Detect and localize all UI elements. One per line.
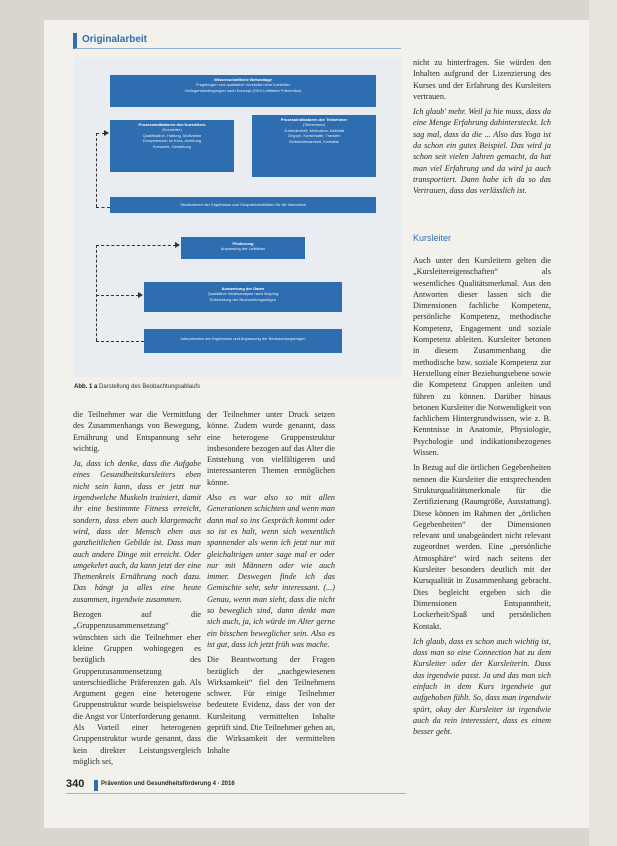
section-heading-kursleiter: Kursleiter — [413, 233, 452, 243]
feedback-arrow-pilot — [175, 242, 180, 248]
feedback-line-upper — [96, 133, 97, 207]
paragraph: die Teilnehmer war die Vermittlung des Zusammenhangs von Bewegung, Ernährung und Entspannung sehr wichtig. — [73, 410, 201, 453]
text-column-3-lower — [413, 255, 551, 737]
diagram-box-analysis: Auswertung der Daten Qualitative Inhaltsanalyse nach Mayring Entwicklung der Beobachtungsbögen — [144, 282, 342, 312]
feedback-stub-interpretation — [96, 341, 144, 342]
feedback-arrow-upper — [104, 130, 109, 136]
section-tag-label: Originalarbeit — [82, 34, 148, 45]
page-number: 340 — [66, 778, 85, 790]
diagram-box-interpretation: Interpretation der Ergebnisse und Anpassung der Beobachtungsbögen — [144, 329, 342, 353]
figure-caption-text: Darstellung des Beobachtungsablaufs — [99, 384, 201, 390]
interview-quote: Ja, dass ich denke, dass die Aufgabe eines Gesundheitskursleiters eben nicht sein kann, dass er jetzt nur irgendwelche Muskeln trainiert, damit ihr eine bestimmte Fitness erreicht, sondern, dass eben auch klargemacht wird, dass der Mensch eben aus ganzheitlichen Gebilde ist. Dass man auch andere Dinge mit erreicht. Oder umgekehrt auch, da kann jetzt der eine Themenkreis Ernährung noch dazu. Das hängt ja alles eine heute zusammen, irgendwie zusammen. — [73, 459, 201, 604]
interview-quote: Ich glaub, dass es schon auch wichtig ist, dass man so eine Connection hat zu dem Kursleiter oder der Kursleiterin. Dass das irgendwie passt. Ja und das man sich einfach in dem Kurs irgendwie gut aufgehoben fühlt. So, dass man irgendwie spürt, okay der Kursleiter ist irgendwie auch da rein interessiert, dass es einem besser geht. — [413, 636, 551, 737]
text-column-3 — [413, 57, 551, 201]
footer-rule — [66, 793, 406, 794]
diagram-box-trainer-indicators: Prozessindikatoren des Kursleiters (Kursleiter) Qualifikation, Haltung, Motivation Kompetenzen im Kurs, Anleitung Kursziele, Gestaltung — [110, 120, 234, 172]
figure-caption-label: Abb. 1 a — [74, 384, 98, 390]
feedback-stub-upper-bottom — [96, 207, 110, 208]
feedback-stub-pilot — [96, 245, 176, 246]
interview-quote: Ich glaub' mehr. Weil ja hie muss, dass da eine Menge Erfahrung dahintersteckt. Ich sag mal, dass da die ... Also das Yoga ist da schon ein gutes Beispiel. Das wird ja schon seit vielen Jahren gemacht, da hat man viel Erfahrung und da wird ja auch transportiert. Dann habe ich da so das Vertrauen, dass das verlässlich ist. — [413, 107, 551, 196]
paragraph: Die Beantwortung der Fragen bezüglich der „nachgewiesenen Wirksamkeit“ fiel den Teilnehmern schwer. Für einige Teilnehmer bedeutete Evidenz, dass der von der Kursleitung vermittelten Inhalte geprüft sind. Die Teilnehmer gehen an, die Wirksamkeit der vermittelten Inhalte — [207, 655, 335, 755]
page-edge — [589, 0, 617, 846]
section-tag — [73, 33, 401, 49]
paragraph: nicht zu hinterfragen. Sie würden den Inhalten aufgrund der Lizenzierung des Kurses und der Erfahrung des Kursleiters vertrauen. — [413, 58, 551, 101]
diagram-box-structuring: Strukturieren der Ergebnisse und Gesprächsleitfäden für die Interviews — [110, 197, 376, 213]
footer-accent-bar — [94, 780, 98, 791]
diagram-box-evidence: Wissenschaftliche Befundlage Fragebogen und qualitative Vorstudie beim Kursleiter Gelingensbedingungen nach Konzept (GKV-Leitfaden Prävention) — [110, 75, 376, 107]
paragraph: In Bezug auf die örtlichen Gegebenheiten nennen die Kursleiter die entsprechenden Strukturqualitätsmerkmale für die Zertifizierung (Raumgröße, Ausstattung). Diese können im Rahmen der „örtlichen Gegebenheiten“ der Dimensionen relevant und unabgeändert nicht relevant zugeordnet werden. Eine „persönliche Atmosphäre“ wird nach seitens der Kursleiter besonders deutlich mit der Kursqualität in Zusammenhang gebracht. Dies begleicht ergeben sich die Dimensionen Entspanntheit, Lockerheit/Spaß und persönlichen Kontakt. — [413, 463, 551, 631]
diagram-box-pilot: Pilotierung Anpassung der Leitfäden — [181, 237, 305, 259]
page-footer — [66, 778, 406, 794]
paragraph: Auch unter den Kursleitern gelten die „Kursleitereigenschaften“ als wesentliches Qualitätsmerkmal. Aus den Antworten dieser lassen sich die Dimensionen fachliche Kompetenz, persönliche Kompetenz, methodische Kompetenz, Engagement und soziale Kompetenz ableiten. Kursleiter betonen in diesem Zusammenhang die methodische bzw. soziale Kompetenz zur Herstellung einer Beziehungsebene sowie die Kompetenz Gruppen anleiten und führen zu können. Darüber hinaus betonen Kursleiter die Notwendigkeit von fachlichem Hintergrundwissen, wie z. B. Kenntnisse in Anatomie, Physiologie, Psychologie und indikationsbezogenes Wissen. — [413, 256, 551, 458]
diagram-box-participant-indicators: Prozessindikatoren der Teilnehmer (Teilnehmer) Zufriedenheit, Motivation, Aktivität Gruppe, Kursinhalte, Transfer Selbstwirksamkeit, Kontakte — [252, 115, 376, 177]
flow-diagram — [74, 57, 402, 377]
text-column-1 — [73, 409, 201, 767]
feedback-arrow-analysis — [138, 292, 143, 298]
journal-title: Prävention und Gesundheitsförderung 4 · 2016 — [101, 781, 235, 787]
feedback-stub-analysis — [96, 295, 139, 296]
paragraph: der Teilnehmer unter Druck setzen könne. Zudem wurde genannt, dass eine heterogene Gruppenstruktur insbesondere bezogen auf das Alter die Entstehung von vielfältigeren und interessanteren Themen ermöglichen könne. — [207, 410, 335, 487]
feedback-line-lower — [96, 245, 97, 341]
figure-caption — [74, 384, 200, 390]
text-column-2 — [207, 409, 335, 756]
interview-quote: Also es war also so mit allen Generationen schichten und wenn man dann mal so ins Gespräch kommt oder so ist es halt, wenn sich wesentlich spannender als wenn ich jetzt nur mit gleichaltrigen unter sage mal er oder nur mit Männern oder wie auch immer. Deswegen finde ich das Gemischte sehr, sehr interessant. (...) Genau, wenn man sieht, dass die nicht so beweglich sind, dann denkt man sich auch, ja, ich würde im Alter gerne ein bisschen beweglicher sein. Also es ist gut, dass ich jetzt früh was mache. — [207, 493, 335, 649]
paragraph: Bezogen auf die „Gruppenzusammensetzung“ wünschten sich die Teilnehmer eher kleine Gruppen wohingegen es bezüglich des Gruppenzusammensetzung unterschiedliche Präferenzen gab. Als Argument gegen eine heterogene Gruppenstruktur wurde beispielsweise die Angst vor Unterforderung genannt. Als Vorteil einer heterogenen Gruppenstruktur wurde genannt, dass kein direkter Leistungsvergleich möglich sei, — [73, 610, 201, 766]
